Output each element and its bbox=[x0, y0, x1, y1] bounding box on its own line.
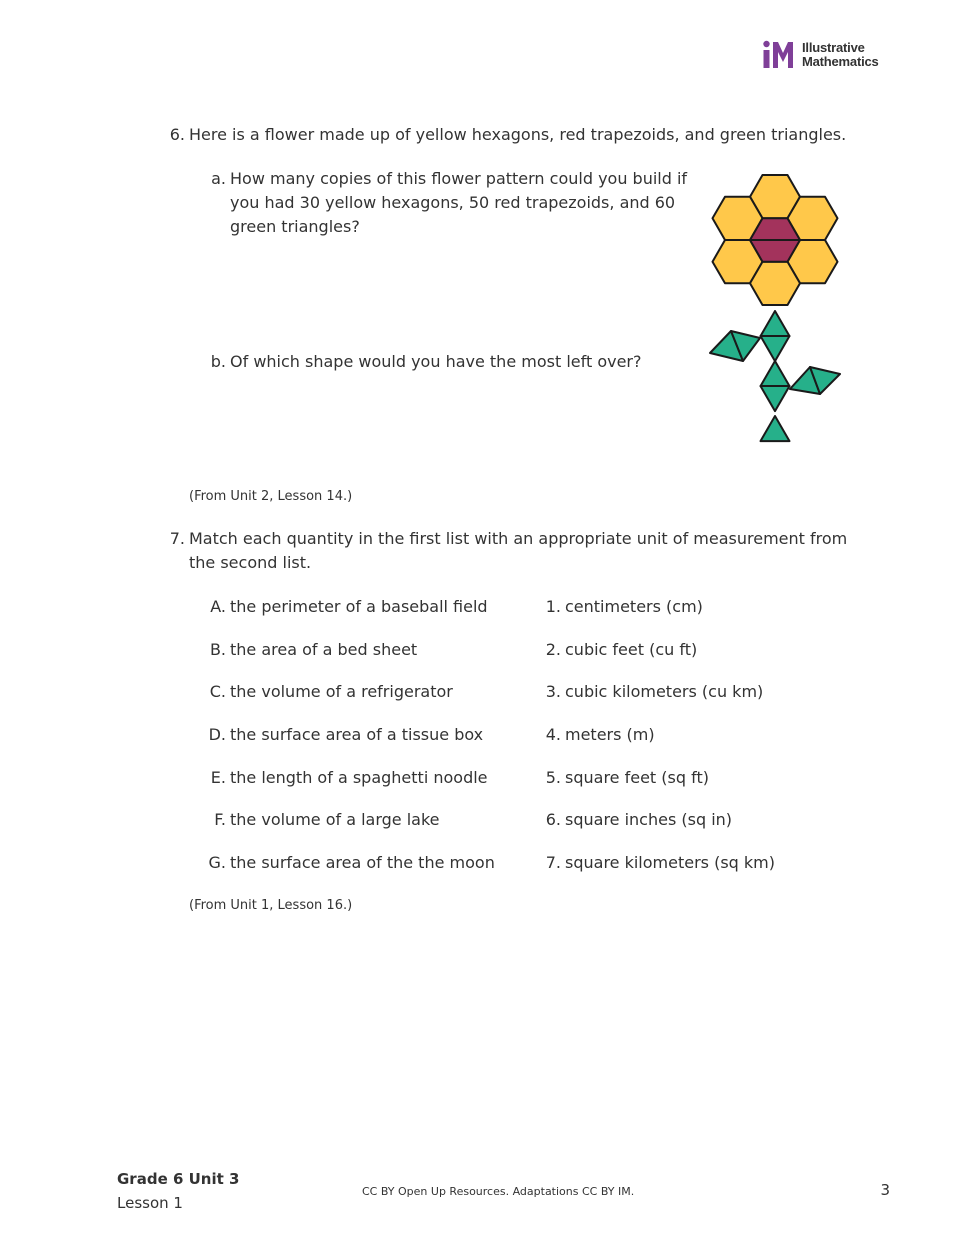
green-triangle bbox=[761, 386, 790, 411]
unit-label: 3. bbox=[545, 682, 561, 701]
im-logo-icon bbox=[762, 40, 796, 70]
part-a-line-2: you had 30 yellow hexagons, 50 red trapezoids, and 60 bbox=[230, 193, 676, 212]
quantity-label: C. bbox=[209, 682, 226, 701]
unit-text: square inches (sq in) bbox=[565, 810, 733, 829]
quantity-text: the volume of a refrigerator bbox=[230, 682, 453, 701]
unit-text: centimeters (cm) bbox=[565, 597, 703, 616]
quantity-label: A. bbox=[210, 597, 226, 616]
footer-course: Grade 6 Unit 3 bbox=[117, 1170, 240, 1188]
quantity-label: G. bbox=[208, 853, 226, 872]
quantity-text: the surface area of a tissue box bbox=[230, 725, 484, 744]
quantity-text: the perimeter of a baseball field bbox=[230, 597, 488, 616]
part-a-label: a. bbox=[211, 169, 226, 188]
green-triangle bbox=[761, 311, 790, 336]
flower-figure bbox=[700, 168, 850, 448]
quantity-label: E. bbox=[210, 768, 226, 787]
quantity-label: F. bbox=[214, 810, 226, 829]
quantity-text: the volume of a large lake bbox=[230, 810, 440, 829]
unit-text: square kilometers (sq km) bbox=[565, 853, 775, 872]
unit-label: 4. bbox=[545, 725, 561, 744]
part-b-label: b. bbox=[210, 352, 226, 371]
quantity-text: the surface area of the the moon bbox=[230, 853, 495, 872]
problem-7-number: 7. bbox=[169, 529, 185, 548]
unit-label: 5. bbox=[545, 768, 561, 787]
quantity-label: D. bbox=[208, 725, 226, 744]
im-logo bbox=[762, 40, 892, 70]
problem-7-prompt-line-1: Match each quantity in the first list with an appropriate unit of measurement from bbox=[189, 529, 848, 548]
unit-text: square feet (sq ft) bbox=[565, 768, 709, 787]
footer-lesson: Lesson 1 bbox=[117, 1194, 183, 1212]
unit-label: 6. bbox=[545, 810, 561, 829]
problem-7-source: (From Unit 1, Lesson 16.) bbox=[189, 898, 353, 913]
part-b-text: Of which shape would you have the most left over? bbox=[230, 352, 642, 371]
unit-label: 1. bbox=[545, 597, 561, 616]
problem-6-number: 6. bbox=[169, 125, 185, 144]
quantity-label: B. bbox=[209, 640, 226, 659]
logo-line1: Illustrative bbox=[802, 40, 865, 55]
part-a-line-3: green triangles? bbox=[230, 217, 360, 236]
problem-6-prompt: Here is a flower made up of yellow hexagons, red trapezoids, and green triangles. bbox=[189, 125, 847, 144]
green-triangle bbox=[761, 416, 790, 441]
unit-text: cubic feet (cu ft) bbox=[565, 640, 698, 659]
logo-line2: Mathematics bbox=[802, 54, 879, 69]
green-triangle bbox=[761, 336, 790, 361]
problem-6-source: (From Unit 2, Lesson 14.) bbox=[189, 489, 353, 504]
green-triangle bbox=[761, 361, 790, 386]
part-a-line-1: How many copies of this flower pattern could you build if bbox=[230, 169, 688, 188]
page-number: 3 bbox=[880, 1181, 890, 1199]
quantity-text: the area of a bed sheet bbox=[230, 640, 418, 659]
unit-text: cubic kilometers (cu km) bbox=[565, 682, 764, 701]
footer-license: CC BY Open Up Resources. Adaptations CC BY IM. bbox=[362, 1185, 635, 1198]
unit-text: meters (m) bbox=[565, 725, 655, 744]
problem-7-prompt-line-2: the second list. bbox=[189, 553, 312, 572]
unit-label: 2. bbox=[545, 640, 561, 659]
unit-label: 7. bbox=[545, 853, 561, 872]
quantity-text: the length of a spaghetti noodle bbox=[230, 768, 488, 787]
